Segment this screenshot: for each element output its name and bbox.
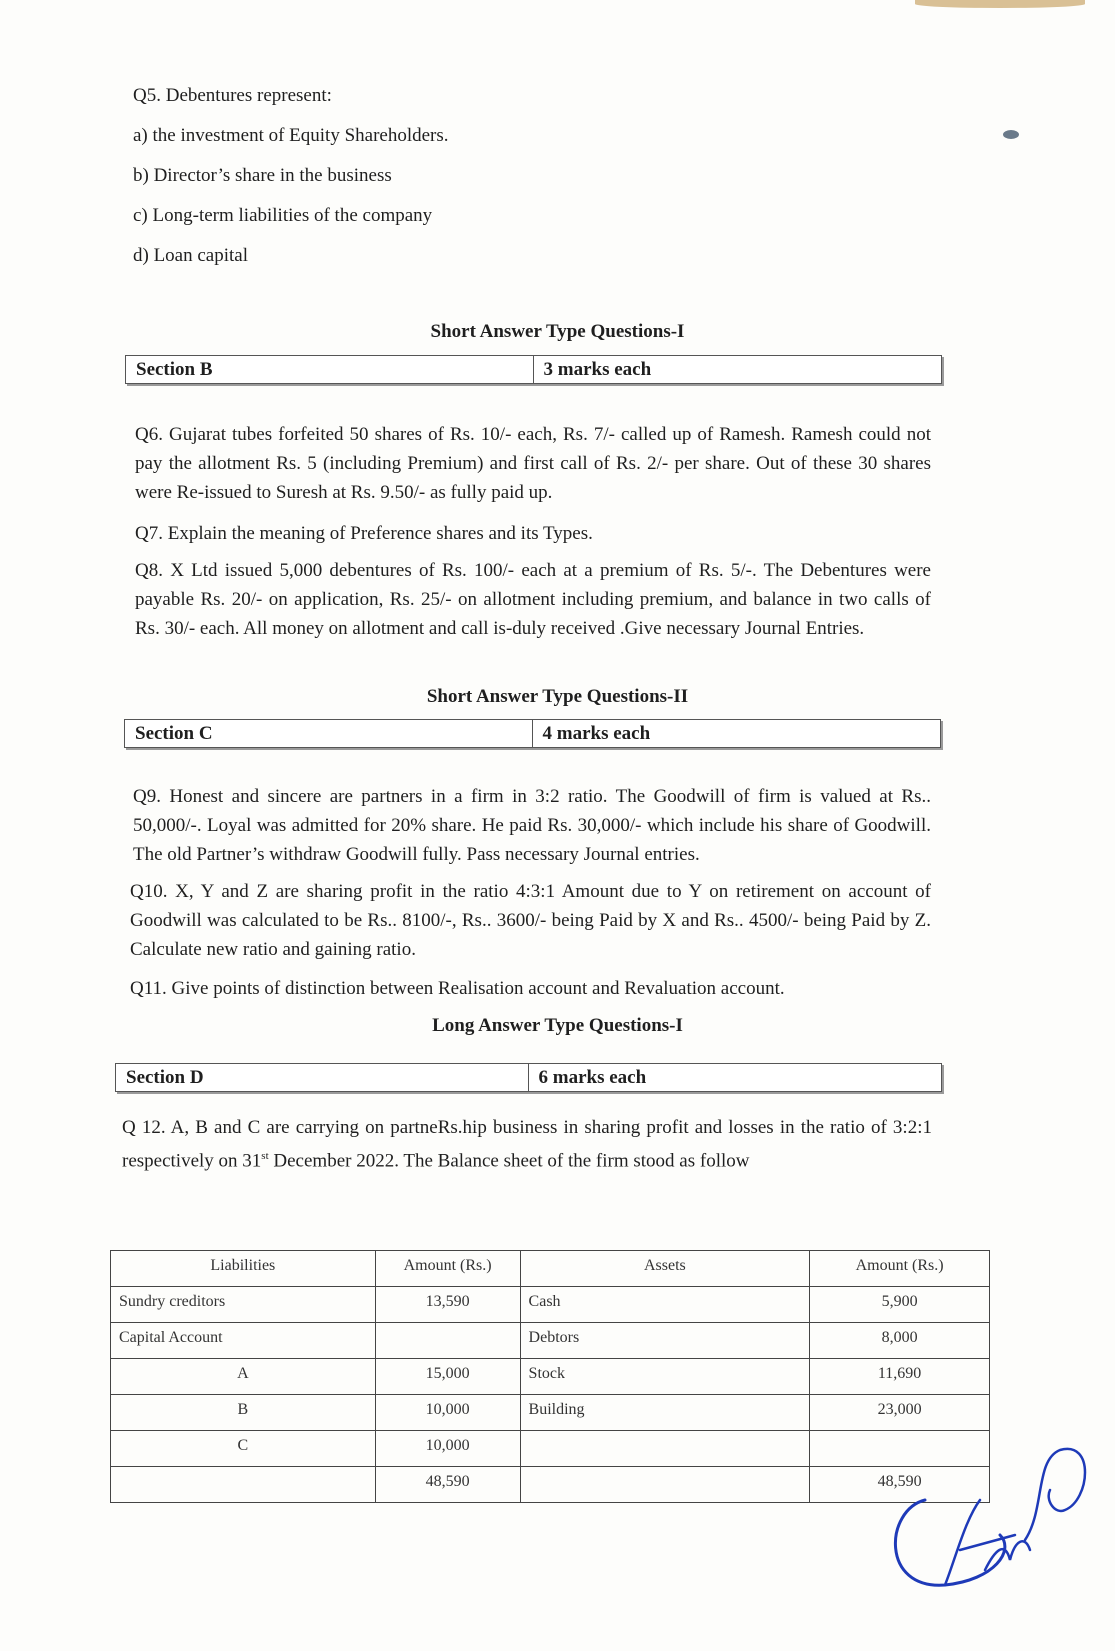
table-total-row xyxy=(111,1467,990,1503)
paper-stain xyxy=(915,0,1085,8)
asset-cell xyxy=(520,1431,810,1467)
section-d-bar xyxy=(115,1063,942,1092)
q10-text: Q10. X, Y and Z are sharing profit in the ratio 4:3:1 Amount due to Y on retirement on account of Goodwill was calculated to be Rs.. 8100/-, Rs.. 3600/- being Paid by X and Rs.. 4500/- being Paid by Z. Calculate new ratio and gaining ratio. xyxy=(130,881,931,960)
table-row xyxy=(111,1395,990,1431)
section-d-heading: Long Answer Type Questions-I xyxy=(432,1015,683,1036)
asset-cell: Stock xyxy=(520,1359,810,1395)
header-amount-liabilities: Amount (Rs.) xyxy=(375,1251,520,1287)
section-c-marks: 4 marks each xyxy=(542,723,651,744)
q5-question: Q5. Debentures represent: xyxy=(133,85,332,106)
header-assets: Assets xyxy=(520,1251,810,1287)
liability-amount-cell: 13,590 xyxy=(375,1287,520,1323)
liability-amount-cell: 10,000 xyxy=(375,1395,520,1431)
section-c-bar xyxy=(124,719,941,748)
liability-amount-cell: 15,000 xyxy=(375,1359,520,1395)
liability-cell: B xyxy=(111,1395,376,1431)
section-b-bar xyxy=(125,355,942,384)
liability-cell: Sundry creditors xyxy=(111,1287,376,1323)
asset-amount-cell: 5,900 xyxy=(810,1287,990,1323)
section-c-label: Section C xyxy=(125,720,533,747)
handwritten-signature xyxy=(885,1440,1095,1600)
q11-text: Q11. Give points of distinction between Realisation account and Revaluation account. xyxy=(130,978,785,999)
q12-text-part1: Q 12. A, B and C are carrying on partneRs.hip business in sharing profit and losses in the ratio of 3:2:1 respectively on 31 xyxy=(122,1117,932,1172)
balance-sheet-table xyxy=(110,1250,990,1503)
table-header-row xyxy=(111,1251,990,1287)
q5-option-d: d) Loan capital xyxy=(133,245,249,266)
asset-total-cell: 48,590 xyxy=(810,1467,990,1503)
q8-text: Q8. X Ltd issued 5,000 debentures of Rs. 100/- each at a premium of Rs. 5/-. The Debentures were payable Rs. 20/- on application, Rs. 25/- on allotment including premium, and balance in two calls of Rs. 30/- each. All money on allotment and call is-duly received .Give necessary Journal Entries. xyxy=(135,560,931,639)
header-amount-assets: Amount (Rs.) xyxy=(810,1251,990,1287)
section-d-marks: 6 marks each xyxy=(538,1067,647,1088)
asset-cell: Debtors xyxy=(520,1323,810,1359)
asset-cell xyxy=(520,1467,810,1503)
section-b-label: Section B xyxy=(126,356,534,383)
q5-option-c: c) Long-term liabilities of the company xyxy=(133,205,433,226)
liability-cell xyxy=(111,1467,376,1503)
asset-cell: Building xyxy=(520,1395,810,1431)
liability-cell: A xyxy=(111,1359,376,1395)
header-liabilities: Liabilities xyxy=(111,1251,376,1287)
asset-amount-cell: 11,690 xyxy=(810,1359,990,1395)
table-row xyxy=(111,1323,990,1359)
q7-text: Q7. Explain the meaning of Preference shares and its Types. xyxy=(135,523,593,544)
asset-amount-cell: 23,000 xyxy=(810,1395,990,1431)
q12-ordinal: st xyxy=(261,1150,269,1162)
section-b-heading: Short Answer Type Questions-I xyxy=(430,321,685,342)
q12-text-part2: December 2022. The Balance sheet of the firm stood as follow xyxy=(268,1150,750,1172)
liability-cell: Capital Account xyxy=(111,1323,376,1359)
section-c-heading: Short Answer Type Questions-II xyxy=(426,686,689,707)
ink-blot xyxy=(1003,130,1019,139)
asset-cell: Cash xyxy=(520,1287,810,1323)
q5-option-a: a) the investment of Equity Shareholders. xyxy=(133,125,449,146)
asset-amount-cell: 8,000 xyxy=(810,1323,990,1359)
liability-amount-cell: 10,000 xyxy=(375,1431,520,1467)
table-row xyxy=(111,1431,990,1467)
liability-total-cell: 48,590 xyxy=(375,1467,520,1503)
liability-amount-cell xyxy=(375,1323,520,1359)
table-row xyxy=(111,1359,990,1395)
q12-text xyxy=(122,1113,932,1175)
liability-cell: C xyxy=(111,1431,376,1467)
q9-text: Q9. Honest and sincere are partners in a firm in 3:2 ratio. The Goodwill of firm is valued at Rs.. 50,000/-. Loyal was admitted for 20% share. He paid Rs. 30,000/- which include his share of Goodwill. The old Partner’s withdraw Goodwill fully. Pass necessary Journal entries. xyxy=(133,786,931,865)
q5-option-b: b) Director’s share in the business xyxy=(133,165,392,186)
q6-text: Q6. Gujarat tubes forfeited 50 shares of Rs. 10/- each, Rs. 7/- called up of Ramesh. Ramesh could not pay the allotment Rs. 5 (including Premium) and first call of Rs. 2/- per share. Out of these 30 shares were Re-issued to Suresh at Rs. 9.50/- as fully paid up. xyxy=(135,424,931,503)
section-d-label: Section D xyxy=(116,1064,529,1091)
section-b-marks: 3 marks each xyxy=(543,359,652,380)
table-row xyxy=(111,1287,990,1323)
